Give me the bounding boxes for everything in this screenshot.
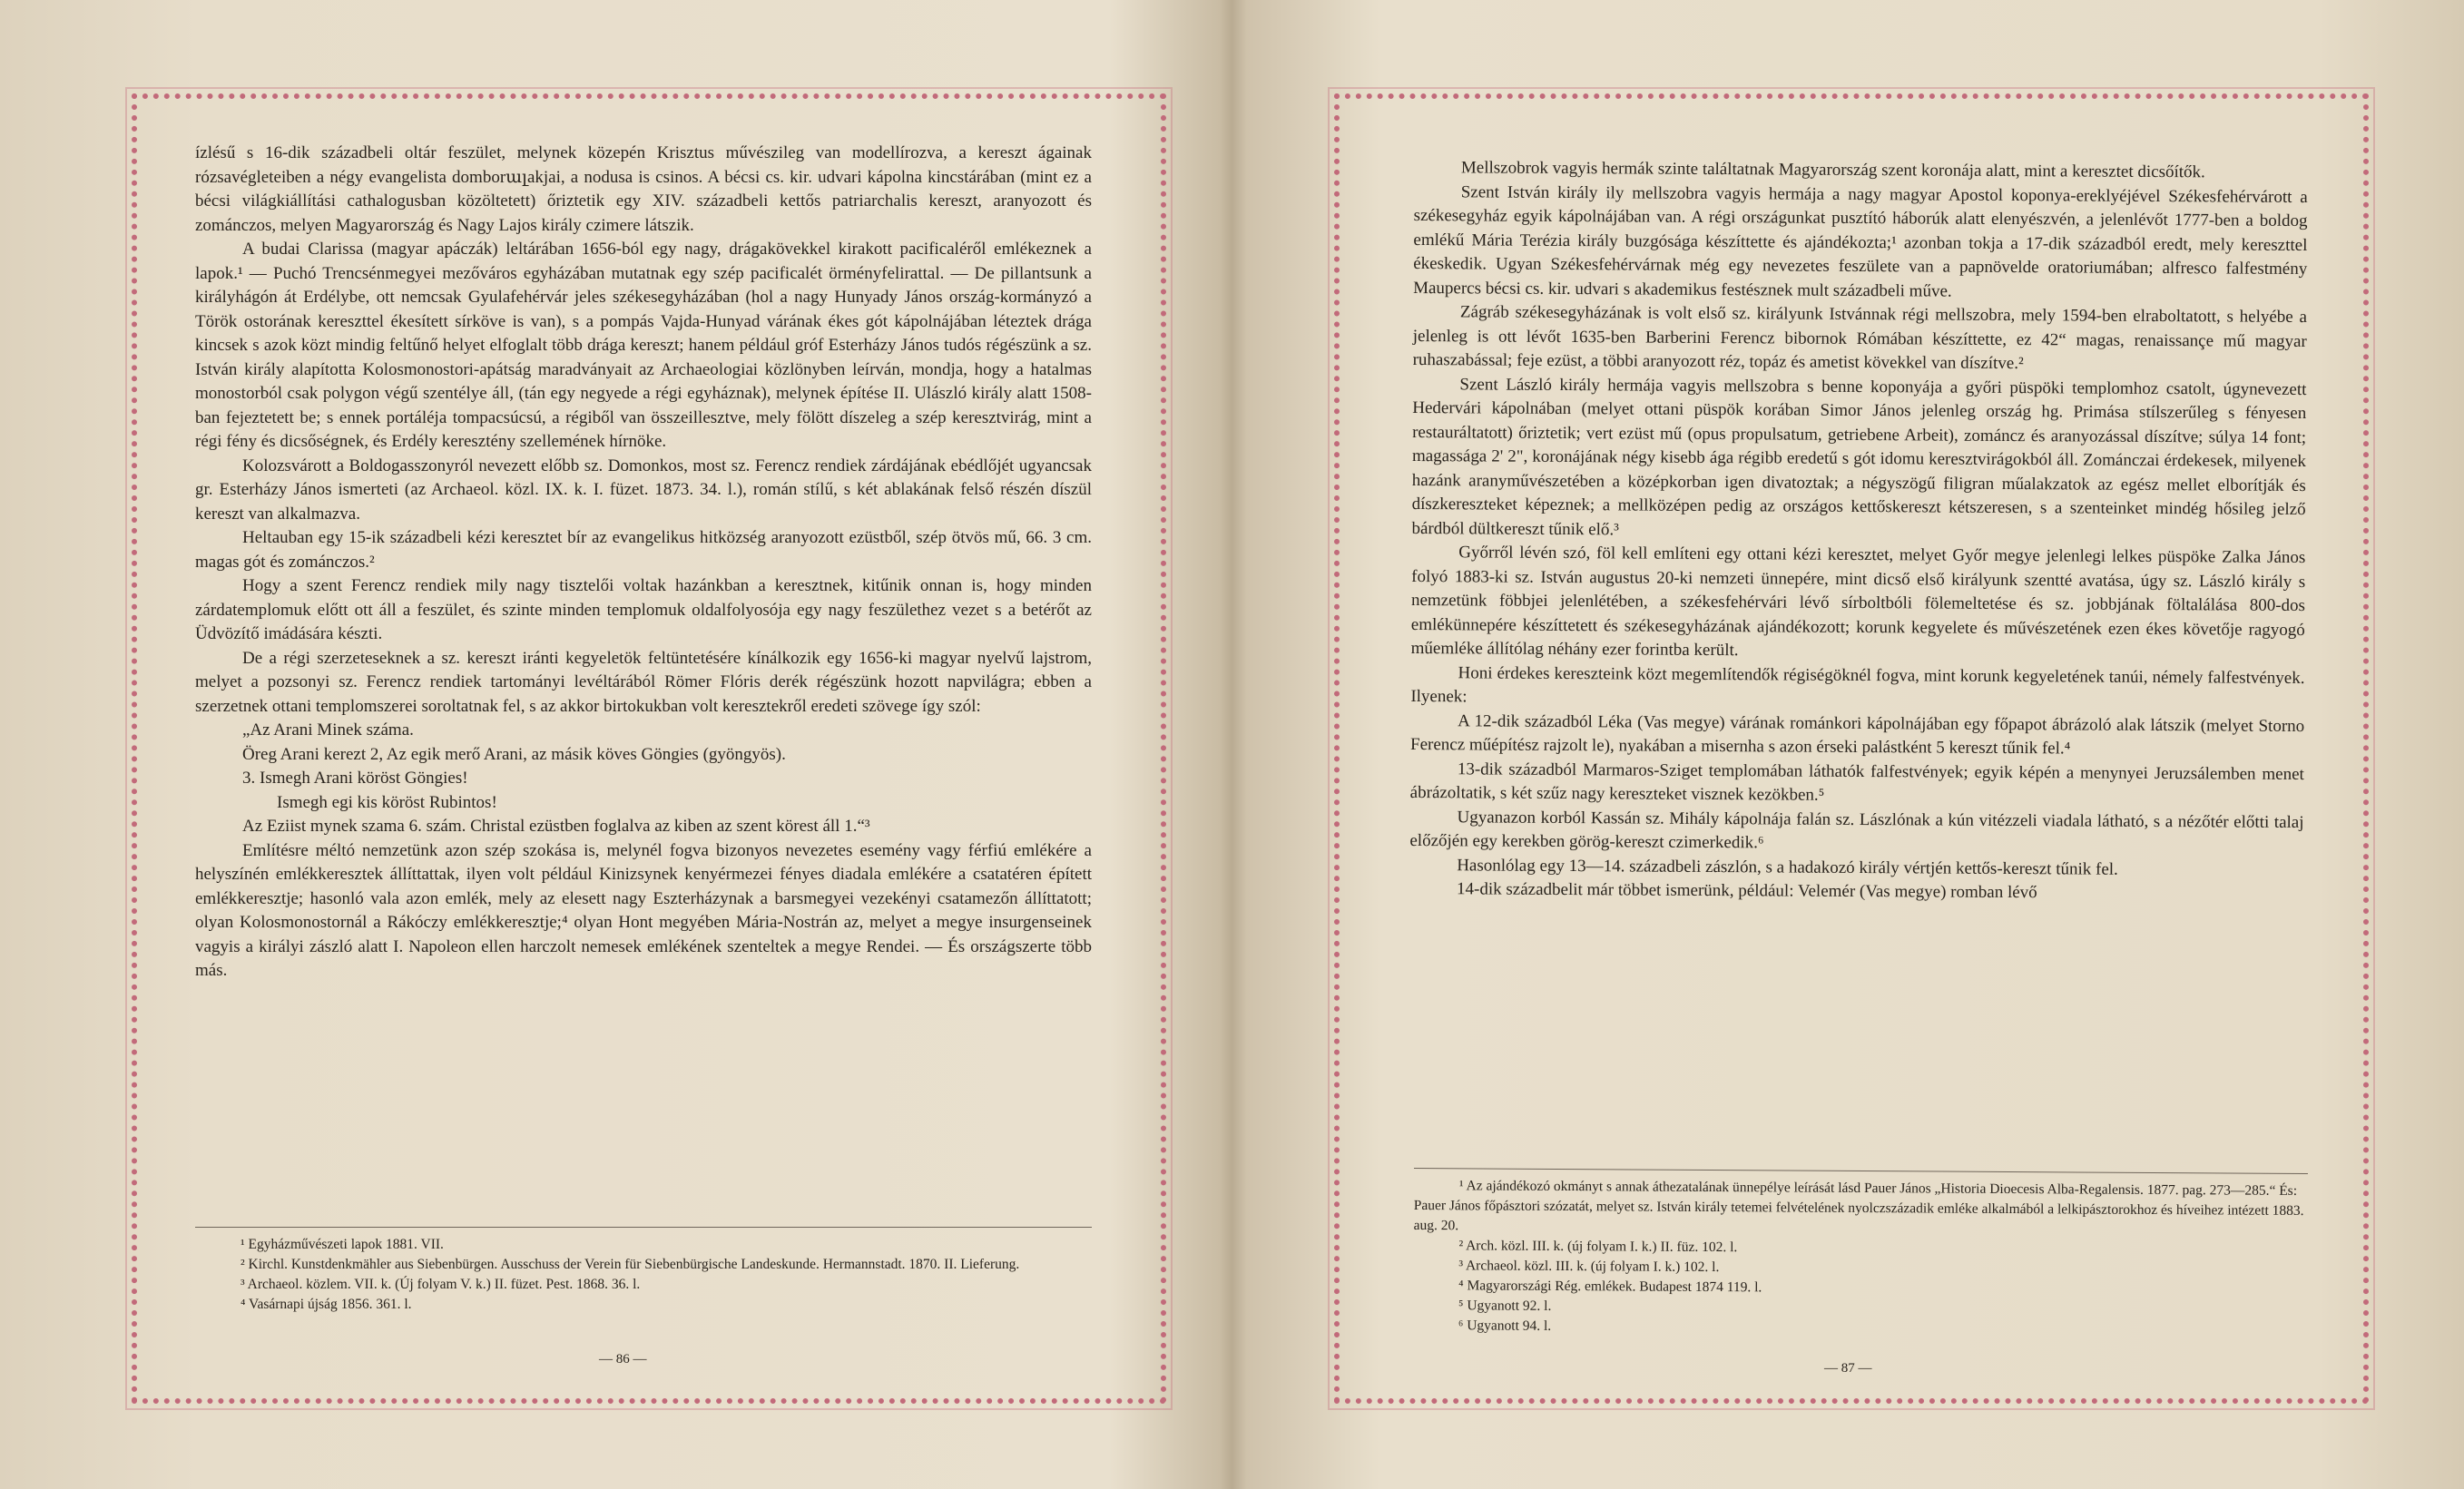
footnote: ⁴ Magyarországi Rég. emlékek. Budapest 1874 119. l. [1458, 1278, 1762, 1296]
paragraph: De a régi szerzeteseknek a sz. kereszt iránti kegyeletök feltüntetésére kínálkozik egy 1656-ki magyar nyelvű lajstrom, melyet a pozsonyi sz. Ferencz rendiek tartományi levéltárából Römer Flóris derék régészünk hozott napvilágra; ebben a szerzetnek ottani templomszerei soroltatnak fel, s az akkor birtokukban volt keresztekről eredeti szövege így szól: [195, 648, 1092, 716]
footnote: ¹ Az ajándékozó okmányt s annak áthezatalának ünnepélye leírását lásd Pauer János „Historia Dioecesis Alba-Regalensis. 1877. pag. 273—285.“ És: Pauer János főpásztori szózatát, melyet sz. István király tetemei felvételének nyolczszázadik emléke alkalmából a lelkipásztorokhoz és híveihez intézett 1883. aug. 20. [1413, 1178, 2304, 1234]
verse-line: Ismegh egi kis köröst Rubintos! [277, 792, 497, 812]
footnote: ³ Archaeol. közl. III. k. (új folyam I. k.) 102. l. [1458, 1258, 1720, 1276]
paragraph: Az Eziist mynek szama 6. szám. Christal ezüstben foglalva az kiben az szent körest áll 1.“³ [242, 817, 870, 836]
paragraph: Győrről lévén szó, föl kell említeni egy ottani kézi keresztet, melyet Győr megye jelenlegi lelkes püspöke Zalka János folyó 1883-ki sz. István augustus 20-ki nemzeti ünnepére, mint dicső első királyunk szentté avatása, úgy sz. László király s nemzetünk föbbjei jelenlétében, a székesfehérvári lévő sírboltbóli fölemeltetése és sz. jobbjának föltalálása 800-dos emlékünnepére készíttetett és székesegyházának ajándékozott; korunk kegyelete és művészetének ezen ékes követője ragyogó műemléke állítólag néhány ezer forintba került. [1410, 543, 2306, 661]
paragraph: Heltauban egy 15-ik századbeli kézi keresztet bír az evangelikus hitközség aranyozott ezüstből, szép ötvös mű, 66. 3 cm. magas gót és zománczos.² [195, 528, 1092, 572]
footnote: ⁴ Vasárnapi újság 1856. 361. l. [241, 1297, 412, 1312]
left-footnotes [195, 1227, 1092, 1315]
paragraph: A budai Clarissa (magyar apáczák) leltárában 1656-ból egy nagy, drágakövekkel kirakott pacificaléről emlékeznek a lapok.¹ — Puchó Trencsénmegyei mezőváros egyházában mutatnak egy szép pacificalét örményfelirattal. — De pillantsunk a királyhágón át Erdélybe, ott nemcsak Gyulafehérvár jeles székesegyházában (hol a nagy Hunyady János ország-kormányzó a Török ostorának kereszttel ékesített sírköve is van), s a pompás Vajda-Hunyad várának ékes gót kápolnájában léteztek drága kincsek s azok közt mindig feltűnő helyet elfoglalt több drága kereszt; hanem például gróf Esterházy János tudós régészünk a sz. István király alapította Kolosmonostori-apátság maradványait az Archaeologiai közlönyben leírván, mondja, hogy a hatalmas monostorból csak polygon végű szentélye áll, (tán egy negyede a régi egyháznak), melynek építése II. Ulászló király alatt 1508-ban fejeztetett be; s ennek portáléja tompacsúcsú, a régiből van összeillesztve, mely fölött díszeleg a szép keresztvirág, mint a régi fény és dicsőségnek, és Erdély keresztény szellemének hírnöke. [195, 240, 1092, 451]
paragraph: A 12-dik századból Léka (Vas megye) várának románkori kápolnájában egy főpapot ábrázoló alak látszik (melyet Storno Ferencz műépítész rajzolt le), nyakában a misernha s azon érseki palástként 5 kereszt tűnik fel.⁴ [1409, 710, 2305, 759]
paragraph: Szent László király hermája vagyis mellszobra s benne koponyája a győri püspöki templomhoz csatolt, úgynevezett Hedervári kápolnában (melyet ottani püspök korában Simor János jelenleg ország hg. Primása stílszerűleg s fényesen restauráltatott) őriztetik; vert ezüst mű (opus propulsatum, getriebene Arbeit), zománcz és aranyozással díszítve; súlya 14 font; magassága 2' 2", koronájának négy kisebb ága régibb eredetű s gót idomu keresztvirágokból áll. Zománczai érdekesek, milyenek hazánk aranyművészetében a középkorban igen divatoztak; a négyszögű filigran műalakzatok az egész mellet elborítják és díszkereszteket képeznek; a mellközépen pedig az országos kettőskereszt kétszeresen, s a szenteinket mindég hősileg jelző bárdból dültkereszt tűnik elő.³ [1411, 374, 2307, 539]
footnote: ² Kirchl. Kunstdenkmähler aus Siebenbürgen. Ausschuss der Verein für Siebenbürgische Landeskunde. Hermannstadt. 1870. II. Lieferung. [241, 1257, 1020, 1272]
footnote: ⁶ Ugyanott 94. l. [1458, 1318, 1552, 1334]
paragraph: Említésre méltó nemzetünk azon szép szokása is, melynél fogva bizonyos nevezetes esemény vagy férfiú emlékére a helyszínén emlékkeresztek állíttattak, ilyen volt például Kinizsynek kenyérmezei fényes diadala emlékére a csatatéren épített emlékkeresztje; hasonló vala azon emlék, mely az elesett nagy Eszterházynak a barsmegyei vezekényi csatamezőn állíttatott; olyan Kolosmonostornál a Rákóczy emlékkeresztje;⁴ olyan Hont megyében Mária-Nostrán az, melyet a megye insurgenseinek vagyis a királyi zászló alatt I. Napoleon ellen harczolt nemesek emlékének szenteltek a megye Rendei. — És országszerte több más. [195, 840, 1092, 980]
left-body-text [195, 142, 1092, 984]
verse-line: Öreg Arani kerezt 2, Az egik merő Arani, az másik köves Göngies (gyöngyös). [242, 744, 786, 764]
footnote: ³ Archaeol. közlem. VII. k. (Új folyam V. k.) II. füzet. Pest. 1868. 36. l. [241, 1277, 641, 1292]
page-number: — 86 — [599, 1352, 647, 1367]
verse-line: „Az Arani Minek száma. [242, 720, 414, 740]
paragraph: 14-dik századbelit már többet ismerünk, például: Velemér (Vas megye) romban lévő [1457, 879, 2037, 903]
paragraph: Zágráb székesegyházának is volt első sz. királyunk Istvánnak régi mellszobra, mely 1594-ben elraboltatott, s helyébe a jelenleg is ott lévőt 1635-ben Barberini Ferencz bibornok Rómában készíttette, ez 42“ magas, renaissançe mű magyar ruhaszabással; feje ezüst, a többi aranyozott réz, topáz és ametist kövekkel van díszítve.² [1412, 302, 2307, 374]
paragraph: Hogy a szent Ferencz rendiek mily nagy tisztelői voltak hazánkban a keresztnek, kitűnik onnan is, hogy minden zárdatemplomuk előtt ott áll a feszület, és szinte minden templomuk oldalfolyosója egy nagy feszülethez vezet s a betérőt az Üdvözítő imádására készti. [195, 576, 1092, 643]
right-footnotes [1413, 1168, 2308, 1341]
paragraph: Hasonlólag egy 13—14. századbeli zászlón, s a hadakozó király vértjén kettős-kereszt tűnik fel. [1457, 855, 2118, 879]
footnote: ² Arch. közl. III. k. (új folyam I. k.) II. füz. 102. l. [1458, 1238, 1738, 1256]
verse-line: 3. Ismegh Arani köröst Göngies! [242, 769, 468, 788]
footnote: ¹ Egyházművészeti lapok 1881. VII. [241, 1237, 444, 1252]
paragraph: Mellszobrok vagyis hermák szinte találtatnak Magyarország szent koronája alatt, mint a keresztet dicsőítők. [1460, 158, 2205, 182]
paragraph: Honi érdekes kereszteink közt megemlítendők régiségöknél fogva, mint korunk kegyeletének tanúi, némely falfestvények. Ilyenek: [1410, 662, 2305, 707]
footnote: ⁵ Ugyanott 92. l. [1458, 1298, 1552, 1314]
right-body-text [1409, 156, 2308, 907]
paragraph: 13-dik századból Marmaros-Sziget templomában láthatók falfestvények; egyik képén a menynyei Jeruzsálemben menet ábrázoltatik, s két szűz nagy kereszteket visznek kezökben.⁵ [1409, 759, 2304, 805]
paragraph: ízlésű s 16-dik századbeli oltár feszület, melynek közepén Krisztus művészileg van modellírozva, a kereszt ágainak rózsavégleteiben a négy evangelista domborալakjai, a nodusa is csinos. A bécsi cs. kir. udvari kápolna kincstárában (mint ez a bécsi világkiállítási cathalogusban közöltetett) őriztetik egy XIV. századbeli kettős patriarchalis kereszt, aranyozott és zománczos, melyen Magyarország és Nagy Lajos király czimere látszik. [195, 143, 1092, 235]
paragraph: Szent István király ily mellszobra vagyis hermája a nagy magyar Apostol koponya-ereklyéjével Székesfehérvárott a székesegyház egyik kápolnájában van. A régi országunkat pusztító háborúk alatt elenyészvén, a jelenlévőt 1777-ben a boldog emlékű Mária Terézia király buzgósága készíttette és ajándékozta;¹ azonban tokja a 17-dik századból eredt, mely kereszttel ékeskedik. Ugyan Székesfehérvárnak még egy nevezetes feszülete van a papnövelde oratoriumában; alfresco falfestmény Maupercs bécsi cs. kir. udvari s akademikus festésznek mult századbeli műve. [1413, 181, 2308, 301]
paragraph: Ugyanazon korból Kassán sz. Mihály kápolnája falán sz. Lászlónak a kún vitézzeli viadala látható, s a nézőtér előtti talaj előzőjén egy kerekben görög-kereszt czimerkedik.⁶ [1409, 807, 2304, 853]
paragraph: Kolozsvárott a Boldogasszonyról nevezett előbb sz. Domonkos, most sz. Ferencz rendiek zárdájának ebédlőjét ugyancsak gr. Esterházy János ismerteti (az Archaeol. közl. IX. k. I. füzet. 1873. 34. l.), román stílű, s két ablakának felső részén díszül kereszt van alkalmazva. [195, 456, 1092, 524]
page-number: — 87 — [1824, 1361, 1872, 1376]
